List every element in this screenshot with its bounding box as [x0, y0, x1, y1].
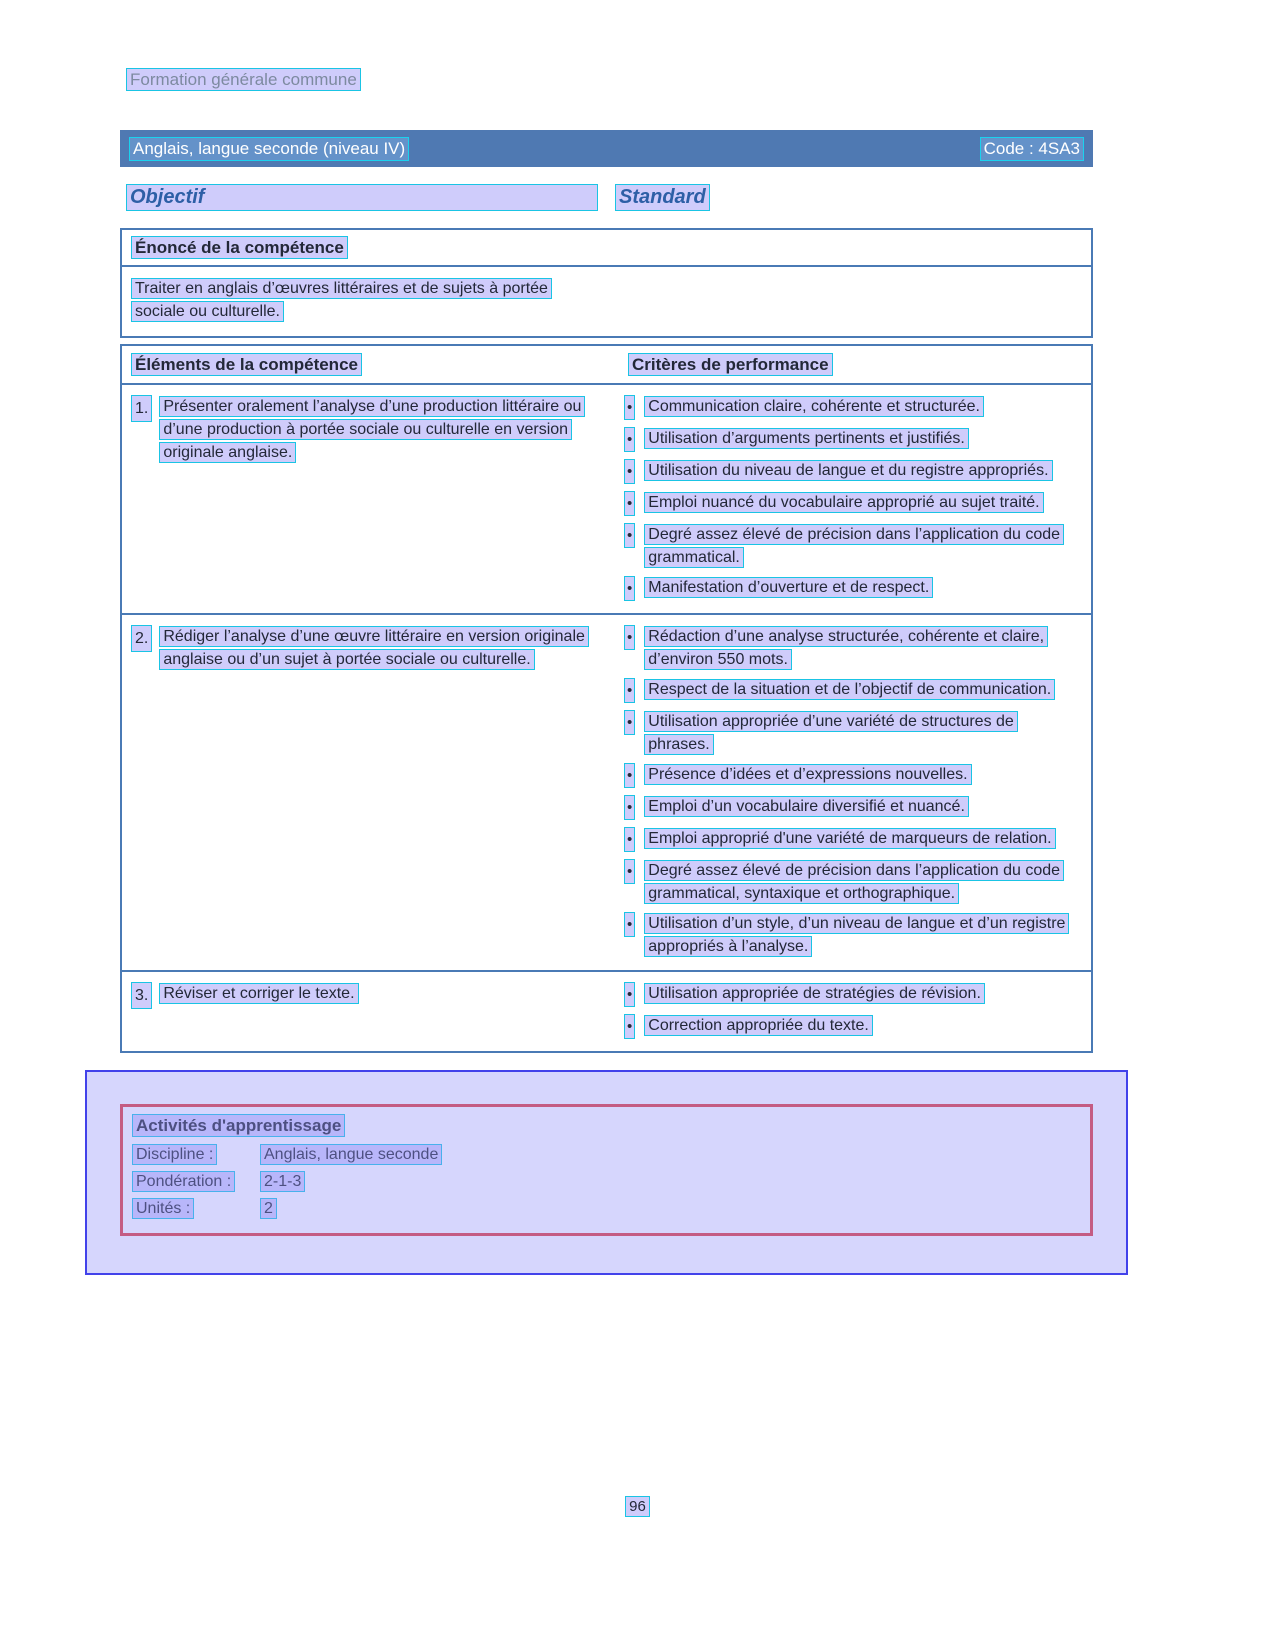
unites-value: 2: [260, 1198, 277, 1219]
page-number: [0, 1498, 1275, 1515]
discipline-label: Discipline :: [132, 1144, 217, 1165]
bullet-icon: [624, 678, 635, 703]
criteria-list: [624, 982, 1083, 1039]
criteria-text: Communication claire, cohérente et structurée.: [644, 396, 984, 417]
bullet-icon: [624, 523, 635, 548]
standard-heading: Standard: [615, 184, 710, 211]
bullet-icon: [624, 795, 635, 820]
bullet-icon: [624, 763, 635, 788]
criteria-list: [624, 395, 1083, 601]
bullet-icon: [624, 491, 635, 516]
unites-label: Unités :: [132, 1198, 194, 1219]
criteria-text: Présence d’idées et d’expressions nouvelles.: [644, 764, 971, 785]
criteria-item: [624, 459, 1083, 484]
discipline-value: Anglais, langue seconde: [260, 1144, 442, 1165]
ponderation-label: Pondération :: [132, 1171, 235, 1192]
bullet-icon: [624, 1014, 635, 1039]
criteria-text: Utilisation d’un style, d’un niveau de langue et d’un registre appropriés à l’analyse.: [644, 913, 1069, 957]
element-text: Présenter oralement l’analyse d’une production littéraire ou d’une production à portée sociale ou culturelle en version originale anglaise.: [159, 396, 585, 463]
element-number: 3.: [131, 982, 152, 1009]
table-row-1: [122, 385, 1091, 615]
bullet-icon: [624, 710, 635, 735]
criteria-item: [624, 859, 1083, 905]
course-code: Code : 4SA3: [980, 137, 1084, 161]
criteria-text: Degré assez élevé de précision dans l’application du code grammatical, syntaxique et orthographique.: [644, 860, 1064, 904]
table-row-2: [122, 615, 1091, 972]
criteria-item: [624, 982, 1083, 1007]
criteria-item: [624, 523, 1083, 569]
bullet-icon: [624, 395, 635, 420]
enonce-body-text: Traiter en anglais d’œuvres littéraires et de sujets à portée sociale ou culturelle.: [131, 278, 552, 322]
activites-title: Activités d'apprentissage: [132, 1114, 345, 1137]
table-row-3: [122, 972, 1091, 1051]
enonce-title: Énoncé de la compétence: [131, 236, 348, 259]
criteria-text: Utilisation appropriée de stratégies de révision.: [644, 983, 985, 1004]
criteria-item: [624, 491, 1083, 516]
activites-row-ponderation: [132, 1171, 1081, 1193]
criteria-text: Rédaction d’une analyse structurée, cohérente et claire, d’environ 550 mots.: [644, 626, 1048, 670]
activites-box: [120, 1104, 1093, 1236]
criteria-item: [624, 395, 1083, 420]
bullet-icon: [624, 576, 635, 601]
criteria-cell: [619, 615, 1091, 970]
activites-rows: [123, 1142, 1090, 1227]
element-cell: [122, 615, 619, 970]
element-number: 1.: [131, 395, 152, 422]
bullet-icon: [624, 625, 635, 650]
activites-row-discipline: [132, 1144, 1081, 1166]
criteria-text: Manifestation d’ouverture et de respect.: [644, 577, 933, 598]
element-cell: [122, 385, 619, 613]
activites-row-unites: [132, 1198, 1081, 1220]
element-number: 2.: [131, 625, 152, 652]
course-title: Anglais, langue seconde (niveau IV): [129, 137, 409, 161]
enonce-box-header: [122, 230, 1091, 267]
criteria-text: Respect de la situation et de l’objectif de communication.: [644, 679, 1055, 700]
element-text: Réviser et corriger le texte.: [159, 983, 358, 1004]
activites-box-header: [123, 1107, 1090, 1142]
section-label-text: Formation générale commune: [126, 68, 361, 91]
bullet-icon: [624, 859, 635, 884]
criteria-text: Emploi nuancé du vocabulaire approprié au sujet traité.: [644, 492, 1043, 513]
criteria-item: [624, 795, 1083, 820]
bullet-icon: [624, 982, 635, 1007]
element-cell: [122, 972, 619, 1051]
criteria-cell: [619, 972, 1091, 1051]
criteria-item: [624, 576, 1083, 601]
criteria-item: [624, 625, 1083, 671]
criteria-item: [624, 427, 1083, 452]
criteria-item: [624, 763, 1083, 788]
criteria-item: [624, 912, 1083, 958]
enonce-box: [120, 228, 1093, 338]
col2-header: Critères de performance: [628, 353, 833, 376]
bullet-icon: [624, 459, 635, 484]
course-header-bar: [120, 130, 1093, 167]
bullet-icon: [624, 827, 635, 852]
ponderation-value: 2-1-3: [260, 1171, 305, 1192]
criteria-item: [624, 827, 1083, 852]
page-number-text: 96: [625, 1496, 650, 1517]
criteria-text: Utilisation du niveau de langue et du registre appropriés.: [644, 460, 1052, 481]
col1-header-cell: [122, 346, 619, 383]
criteria-text: Utilisation appropriée d’une variété de structures de phrases.: [644, 711, 1018, 755]
competence-table-header: [122, 346, 1091, 385]
objectif-standard-headings: [126, 184, 1093, 211]
criteria-text: Degré assez élevé de précision dans l’application du code grammatical.: [644, 524, 1064, 568]
criteria-list: [624, 625, 1083, 958]
competence-table: [120, 344, 1093, 1053]
col2-header-cell: [619, 346, 1091, 383]
criteria-text: Correction appropriée du texte.: [644, 1015, 873, 1036]
criteria-text: Emploi approprié d'une variété de marqueurs de relation.: [644, 828, 1055, 849]
criteria-cell: [619, 385, 1091, 613]
bullet-icon: [624, 427, 635, 452]
bullet-icon: [624, 912, 635, 937]
enonce-box-body: [122, 267, 1091, 336]
criteria-text: Utilisation d’arguments pertinents et justifiés.: [644, 428, 969, 449]
criteria-item: [624, 710, 1083, 756]
element-text: Rédiger l’analyse d’une œuvre littéraire en version originale anglaise ou d’un sujet à portée sociale ou culturelle.: [159, 626, 589, 670]
criteria-text: Emploi d’un vocabulaire diversifié et nuancé.: [644, 796, 969, 817]
criteria-item: [624, 678, 1083, 703]
criteria-item: [624, 1014, 1083, 1039]
objectif-heading: Objectif: [126, 184, 598, 211]
section-label: [126, 70, 361, 90]
col1-header: Éléments de la compétence: [131, 353, 362, 376]
